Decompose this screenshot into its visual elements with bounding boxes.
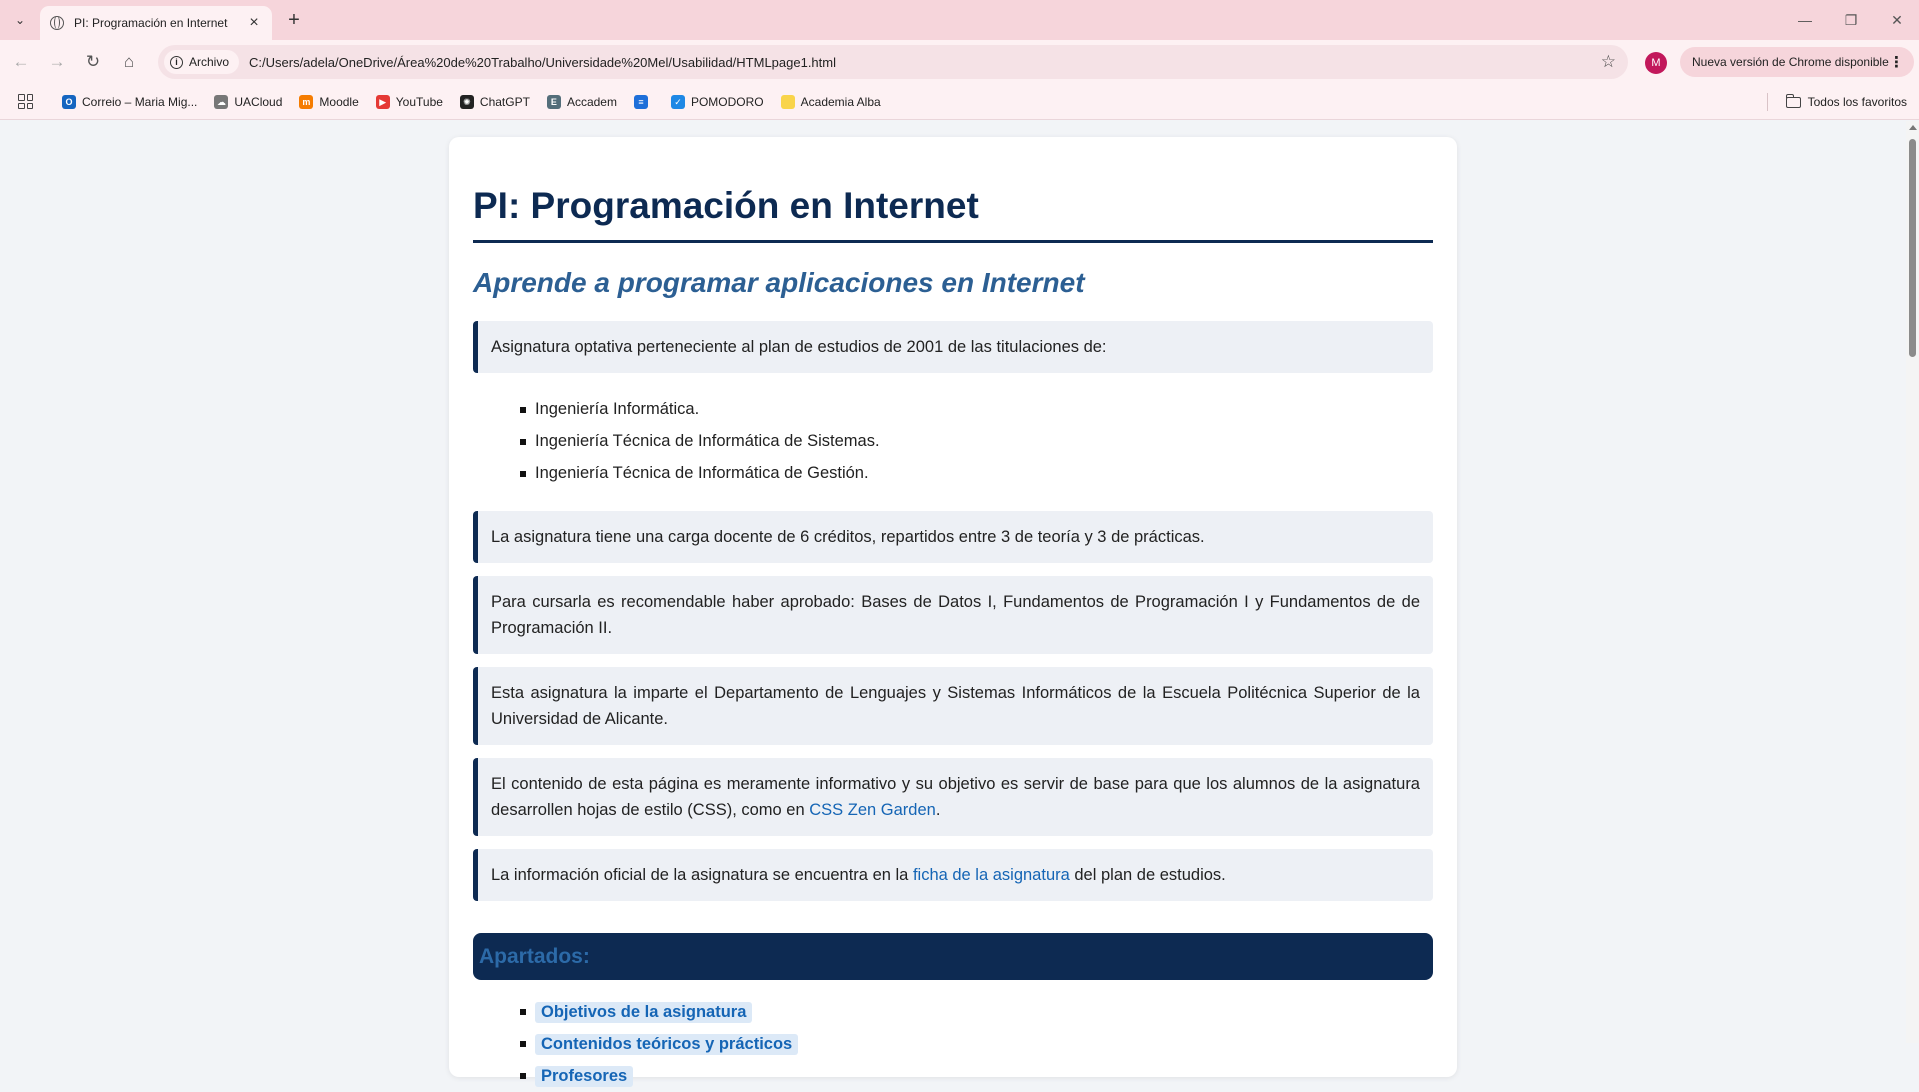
chatgpt-icon: ✺ [460,95,474,109]
bookmark-item[interactable] [547,95,617,109]
content-text-end: . [935,801,941,819]
url-text[interactable]: C:/Users/adela/OneDrive/Área%20de%20Trabalho/Universidade%20Mel/Usabilidad/HTMLpage1.html [249,54,836,70]
official-text: La información oficial de la asignatura se encuentra en la [491,866,913,884]
section-link-contenidos[interactable]: Contenidos teóricos y prácticos [535,1034,798,1055]
bookmark-item[interactable] [214,95,282,109]
intro-text: Asignatura optativa perteneciente al plan de estudios de 2001 de las titulaciones de: [491,338,1107,356]
content-card [449,137,1457,1085]
site-info-chip[interactable] [164,50,239,74]
list-item: Ingeniería Técnica de Informática de Sistemas. [535,425,1433,457]
site-info-label: Archivo [189,55,230,69]
bookmark-label: YouTube [395,95,443,109]
tab-search-button[interactable] [8,9,32,31]
list-item: Ingeniería Técnica de Informática de Gestión. [535,457,1433,489]
browser-titlebar [0,0,1919,40]
intro-callout [473,321,1433,373]
home-button[interactable] [117,50,141,74]
folder-icon [1786,97,1801,108]
home-icon: ⌂ [123,52,135,71]
reload-button[interactable] [81,50,105,74]
cloud-icon: ☁ [214,95,228,109]
bookmark-item[interactable] [671,95,764,109]
list-item: Ingeniería Informática. [535,393,1433,425]
bookmark-star-icon[interactable]: ☆ [1600,52,1616,71]
list-item [535,1060,1433,1092]
tab-title: PI: Programación en Internet [74,16,228,30]
minimize-button[interactable]: — [1798,12,1812,28]
list-item [535,1028,1433,1060]
new-tab-button[interactable]: + [288,9,300,31]
sections-heading-label: Apartados: [479,944,590,968]
degrees-list [535,393,1433,489]
docs-icon: ≡ [634,95,648,109]
bookmark-list [62,84,898,120]
arrow-right-icon: → [48,52,66,71]
credits-callout [473,511,1433,563]
bookmark-label: Academia Alba [800,95,881,109]
official-info-callout [473,849,1433,901]
info-icon: i [170,56,183,69]
bookmarks-bar [0,84,1919,120]
bookmark-label: POMODORO [690,95,764,109]
restore-button[interactable]: ❐ [1844,12,1858,28]
all-bookmarks-button[interactable] [1786,84,1907,120]
bookmark-separator [1767,93,1768,111]
apps-grid-icon[interactable] [18,94,33,109]
section-link-profesores[interactable]: Profesores [535,1066,633,1087]
accadem-icon: E [547,95,561,109]
update-label: Nueva versión de Chrome disponible [1692,55,1889,69]
prerequisites-text: Para cursarla es recomendable haber aprobado: Bases de Datos I, Fundamentos de Programación I y Fundamentos de de Programación II. [491,593,1420,637]
chrome-update-button[interactable] [1680,47,1914,77]
back-button[interactable] [9,50,33,74]
moodle-icon: m [299,95,313,109]
page-title: PI: Programación en Internet [473,185,1433,243]
content-text: El contenido de esta página es meramente informativo y su objetivo es servir de base para que los alumnos de la asignatura desarrollen hojas de estilo (CSS), como en [491,775,1420,819]
chevron-down-icon: ⌄ [14,13,26,27]
profile-avatar[interactable]: M [1645,52,1667,74]
youtube-icon: ▶ [376,95,390,109]
page-viewport [0,121,1906,1085]
outlook-icon: O [62,95,76,109]
arrow-left-icon: ← [12,52,30,71]
scrollbar-thumb[interactable] [1909,139,1916,357]
bookmark-label: Correio – Maria Mig... [82,95,198,109]
official-text-end: del plan de estudios. [1069,866,1226,884]
close-window-button[interactable]: ✕ [1891,12,1903,28]
tab-close-icon[interactable]: × [249,14,259,31]
bookmark-label: Moodle [319,95,359,109]
department-text: Esta asignatura la imparte el Departamento de Lenguajes y Sistemas Informáticos de la Escuela Politécnica Superior de la Universidad de Alicante. [491,684,1420,728]
department-callout [473,667,1433,745]
sections-heading [473,933,1433,980]
pomodoro-icon: ✓ [671,95,685,109]
page-scrollbar[interactable] [1906,121,1919,1043]
forward-button[interactable] [45,50,69,74]
scroll-up-icon[interactable] [1909,125,1917,130]
content-callout [473,758,1433,836]
all-bookmarks-label: Todos los favoritos [1807,95,1907,109]
academia-alba-icon [781,95,795,109]
bookmark-item[interactable] [376,95,443,109]
bookmark-item[interactable] [460,95,530,109]
list-item [535,996,1433,1028]
bookmark-item[interactable] [62,95,197,109]
bookmark-label: Accadem [566,95,617,109]
browser-toolbar [0,40,1919,84]
page-subtitle: Aprende a programar aplicaciones en Internet [473,267,1085,298]
address-bar[interactable] [158,45,1628,79]
bookmark-label: ChatGPT [479,95,530,109]
prerequisites-callout [473,576,1433,654]
bookmark-item[interactable] [781,95,881,109]
css-zen-garden-link[interactable]: CSS Zen Garden [809,801,936,819]
kebab-menu-icon[interactable]: ⋮ [1889,54,1904,71]
bookmark-item[interactable] [299,95,358,109]
bookmark-label: UACloud [234,95,283,109]
sections-nav [535,996,1433,1092]
reload-icon: ↻ [85,52,101,71]
globe-icon [50,16,64,30]
credits-text: La asignatura tiene una carga docente de 6 créditos, repartidos entre 3 de teoría y 3 de prácticas. [491,528,1205,546]
section-link-objetivos[interactable]: Objetivos de la asignatura [535,1002,752,1023]
course-sheet-link[interactable]: ficha de la asignatura [912,866,1070,884]
active-tab[interactable] [40,6,272,40]
bookmark-item[interactable] [634,95,654,109]
